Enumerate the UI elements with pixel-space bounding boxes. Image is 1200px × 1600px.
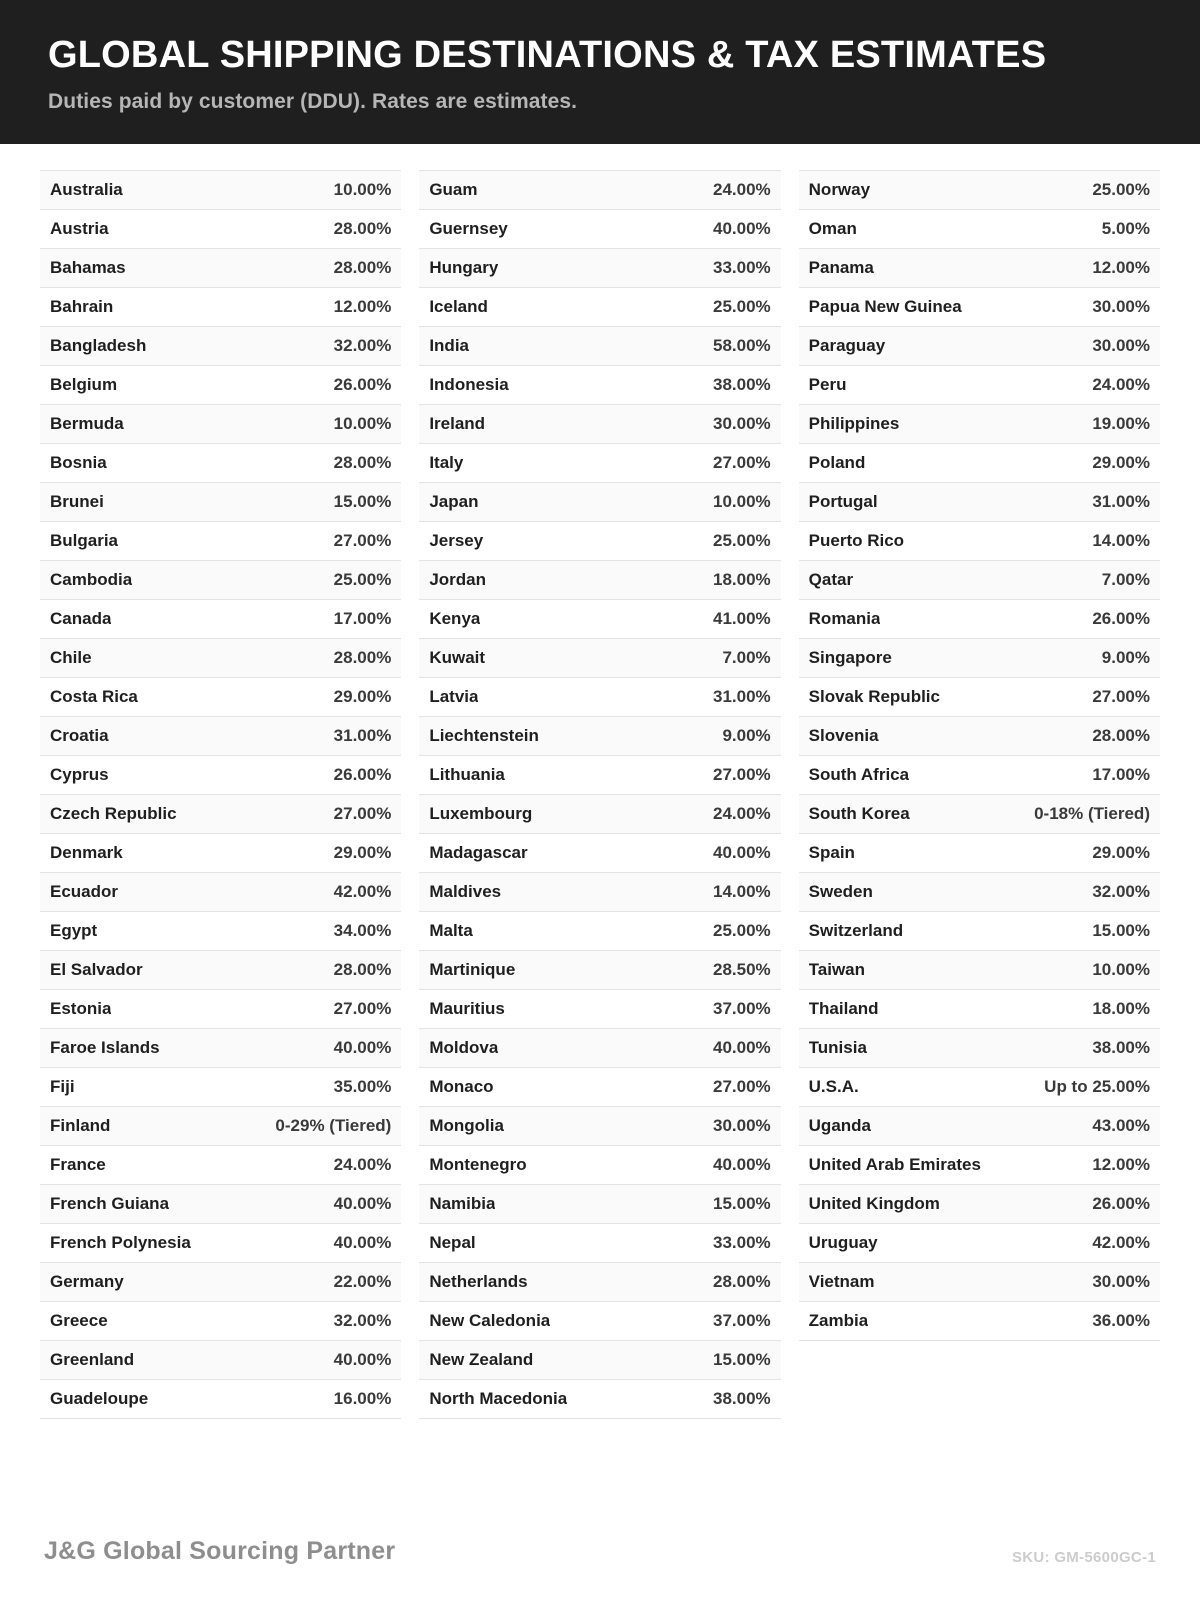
tax-rate-value: 10.00% [1092, 959, 1150, 979]
country-name: Canada [50, 608, 112, 628]
country-name: Egypt [50, 920, 98, 940]
table-row [40, 288, 401, 327]
country-name: Peru [808, 374, 847, 394]
country-name: Norway [808, 179, 871, 199]
country-name: French Guiana [50, 1193, 170, 1213]
country-name: South Africa [808, 764, 910, 784]
tax-rate-value: 30.00% [712, 1115, 771, 1135]
country-name: Guernsey [429, 218, 508, 238]
table-row [419, 1185, 780, 1224]
table-row [419, 1341, 780, 1380]
table-row [40, 1380, 401, 1419]
country-name: Guadeloupe [50, 1388, 149, 1408]
page-subtitle: Duties paid by customer (DDU). Rates are estimates. [48, 89, 578, 113]
country-name: Italy [429, 452, 464, 472]
tax-rate-value: 12.00% [1092, 1154, 1150, 1174]
table-row [419, 249, 780, 288]
tax-rate-value: 26.00% [1092, 608, 1150, 628]
table-row [40, 1107, 401, 1146]
table-row [419, 990, 780, 1029]
table-row [40, 990, 401, 1029]
tax-rate-value: 31.00% [712, 686, 771, 706]
tax-rate-value: 27.00% [712, 1076, 771, 1096]
tax-rate-value: 12.00% [333, 296, 392, 316]
tax-rate-value: 24.00% [1092, 374, 1150, 394]
country-name: Paraguay [808, 335, 886, 355]
country-name: Philippines [808, 413, 900, 433]
country-name: Finland [50, 1115, 111, 1135]
tax-rate-value: 31.00% [333, 725, 392, 745]
table-row [419, 483, 780, 522]
table-row [419, 170, 780, 210]
country-name: Madagascar [429, 842, 528, 862]
table-row [799, 522, 1160, 561]
table-row [40, 834, 401, 873]
country-name: Nepal [429, 1232, 476, 1252]
table-row [799, 1302, 1160, 1341]
country-name: Spain [808, 842, 855, 862]
tax-rate-value: 25.00% [333, 569, 392, 589]
country-name: Papua New Guinea [808, 296, 962, 316]
tax-rate-value: 32.00% [333, 335, 392, 355]
country-name: Indonesia [429, 374, 509, 394]
country-name: Puerto Rico [808, 530, 905, 550]
tax-rate-value: 18.00% [712, 569, 771, 589]
table-row [419, 210, 780, 249]
table-row [40, 1224, 401, 1263]
tax-rate-value: 43.00% [1092, 1115, 1150, 1135]
table-row [419, 1029, 780, 1068]
table-row [40, 1185, 401, 1224]
tax-rate-value: 40.00% [333, 1193, 392, 1213]
table-row [40, 1146, 401, 1185]
table-row [799, 1224, 1160, 1263]
tax-rate-value: 28.00% [333, 257, 392, 277]
table-row [799, 717, 1160, 756]
country-name: Australia [50, 179, 123, 199]
tax-rate-value: 25.00% [712, 530, 771, 550]
table-row [419, 1068, 780, 1107]
country-name: Iceland [429, 296, 488, 316]
table-row [419, 951, 780, 990]
tax-rate-value: 7.00% [722, 647, 771, 667]
rates-columns [40, 170, 1160, 1419]
tax-rate-value: 27.00% [333, 998, 392, 1018]
country-name: Hungary [429, 257, 499, 277]
table-row [40, 1263, 401, 1302]
country-name: Mongolia [429, 1115, 504, 1135]
country-name: Estonia [50, 998, 112, 1018]
table-row [799, 405, 1160, 444]
table-row [40, 678, 401, 717]
country-name: Luxembourg [429, 803, 533, 823]
table-row [40, 756, 401, 795]
tax-rate-value: 24.00% [712, 179, 771, 199]
tax-rate-value: 28.00% [333, 452, 392, 472]
country-name: Czech Republic [50, 803, 177, 823]
table-row [419, 327, 780, 366]
country-name: French Polynesia [50, 1232, 191, 1252]
country-name: Cyprus [50, 764, 109, 784]
tax-rate-value: 28.50% [712, 959, 771, 979]
tax-rate-value: 38.00% [1092, 1037, 1150, 1057]
tax-rate-value: 30.00% [712, 413, 771, 433]
country-name: Bulgaria [50, 530, 119, 550]
tax-rate-value: 14.00% [1092, 530, 1150, 550]
table-row [40, 522, 401, 561]
table-row [419, 405, 780, 444]
table-row [419, 912, 780, 951]
country-name: Romania [808, 608, 881, 628]
country-name: Kuwait [429, 647, 486, 667]
tax-rate-value: 15.00% [1092, 920, 1150, 940]
tax-rate-value: 0-29% (Tiered) [275, 1115, 392, 1135]
country-name: Taiwan [808, 959, 866, 979]
tax-rate-value: 18.00% [1092, 998, 1150, 1018]
country-name: Greenland [50, 1349, 135, 1369]
table-row [40, 405, 401, 444]
table-row [419, 1302, 780, 1341]
country-name: Denmark [50, 842, 123, 862]
country-name: Martinique [429, 959, 516, 979]
country-name: Malta [429, 920, 473, 940]
table-row [419, 756, 780, 795]
country-name: Japan [429, 491, 479, 511]
table-row [799, 444, 1160, 483]
country-name: Fiji [50, 1076, 75, 1096]
table-row [40, 951, 401, 990]
table-row [419, 1263, 780, 1302]
table-row [40, 210, 401, 249]
tax-rate-value: 40.00% [333, 1232, 392, 1252]
tax-rate-value: 38.00% [712, 374, 771, 394]
country-name: Panama [808, 257, 874, 277]
rates-column [419, 170, 780, 1419]
tax-rate-value: 42.00% [1092, 1232, 1150, 1252]
table-row [40, 795, 401, 834]
country-name: Guam [429, 179, 478, 199]
tax-rate-value: 27.00% [712, 452, 771, 472]
tax-rate-value: 40.00% [712, 842, 771, 862]
rates-column [40, 170, 401, 1419]
tax-rate-value: 7.00% [1101, 569, 1150, 589]
country-name: Ecuador [50, 881, 119, 901]
country-name: Oman [808, 218, 857, 238]
country-name: Bermuda [50, 413, 124, 433]
tax-rate-value: 15.00% [333, 491, 392, 511]
country-name: New Zealand [429, 1349, 534, 1369]
table-row [419, 1146, 780, 1185]
country-name: Austria [50, 218, 109, 238]
table-row [419, 717, 780, 756]
table-row [40, 444, 401, 483]
tax-rate-value: 33.00% [712, 257, 771, 277]
table-row [799, 1146, 1160, 1185]
country-name: Netherlands [429, 1271, 528, 1291]
tax-rate-value: 28.00% [333, 218, 392, 238]
table-row [40, 1029, 401, 1068]
country-name: Namibia [429, 1193, 496, 1213]
table-row [419, 639, 780, 678]
table-row [40, 873, 401, 912]
table-row [419, 522, 780, 561]
tax-rate-value: Up to 25.00% [1044, 1076, 1150, 1096]
tax-rate-value: 36.00% [1092, 1310, 1150, 1330]
tax-rate-value: 34.00% [333, 920, 392, 940]
rates-table-area [0, 144, 1200, 1537]
country-name: United Arab Emirates [808, 1154, 981, 1174]
tax-rate-value: 10.00% [712, 491, 771, 511]
tax-rate-value: 40.00% [333, 1037, 392, 1057]
tax-rate-value: 42.00% [333, 881, 392, 901]
tax-rate-value: 28.00% [712, 1271, 771, 1291]
country-name: Jersey [429, 530, 484, 550]
tax-rate-value: 29.00% [333, 842, 392, 862]
table-row [40, 561, 401, 600]
page-title: GLOBAL SHIPPING DESTINATIONS & TAX ESTIMATES [48, 34, 1047, 76]
table-row [40, 912, 401, 951]
table-row [40, 717, 401, 756]
tax-rate-value: 29.00% [1092, 452, 1150, 472]
table-row [799, 1185, 1160, 1224]
tax-rate-value: 26.00% [333, 374, 392, 394]
table-row [419, 1380, 780, 1419]
table-row [40, 1302, 401, 1341]
table-row [799, 327, 1160, 366]
table-row [40, 1341, 401, 1380]
tax-rate-value: 40.00% [712, 1154, 771, 1174]
table-row [799, 639, 1160, 678]
table-row [799, 1263, 1160, 1302]
table-row [799, 1107, 1160, 1146]
tax-rate-value: 37.00% [712, 998, 771, 1018]
country-name: Qatar [808, 569, 854, 589]
tax-rate-value: 22.00% [333, 1271, 392, 1291]
table-row [40, 483, 401, 522]
table-row [799, 834, 1160, 873]
table-row [40, 327, 401, 366]
tax-rate-value: 17.00% [1092, 764, 1150, 784]
tax-rate-value: 40.00% [712, 1037, 771, 1057]
tax-rate-value: 15.00% [712, 1193, 771, 1213]
page-footer [0, 1537, 1200, 1600]
tax-rate-value: 58.00% [712, 335, 771, 355]
tax-rate-value: 30.00% [1092, 335, 1150, 355]
table-row [419, 1107, 780, 1146]
country-name: Switzerland [808, 920, 904, 940]
tax-rate-value: 32.00% [1092, 881, 1150, 901]
table-row [799, 1029, 1160, 1068]
country-name: Bangladesh [50, 335, 147, 355]
tax-rate-value: 28.00% [333, 959, 392, 979]
table-row [419, 600, 780, 639]
tax-rate-value: 26.00% [1092, 1193, 1150, 1213]
country-name: Slovak Republic [808, 686, 940, 706]
table-row [799, 1068, 1160, 1107]
country-name: South Korea [808, 803, 910, 823]
country-name: Croatia [50, 725, 109, 745]
tax-rate-value: 25.00% [712, 920, 771, 940]
country-name: Zambia [808, 1310, 869, 1330]
footer-brand: J&G Global Sourcing Partner [44, 1537, 396, 1565]
country-name: Moldova [429, 1037, 499, 1057]
table-row [799, 170, 1160, 210]
tax-rate-value: 30.00% [1092, 1271, 1150, 1291]
country-name: Portugal [808, 491, 878, 511]
tax-rate-value: 19.00% [1092, 413, 1150, 433]
tax-rate-value: 27.00% [1092, 686, 1150, 706]
table-row [419, 834, 780, 873]
table-row [799, 951, 1160, 990]
country-name: Poland [808, 452, 866, 472]
tax-rate-value: 27.00% [712, 764, 771, 784]
tax-rate-value: 0-18% (Tiered) [1034, 803, 1150, 823]
table-row [799, 366, 1160, 405]
tax-rate-value: 29.00% [333, 686, 392, 706]
tax-rate-value: 31.00% [1092, 491, 1150, 511]
tax-rate-value: 40.00% [712, 218, 771, 238]
country-name: Jordan [429, 569, 487, 589]
country-name: Bahrain [50, 296, 114, 316]
table-row [419, 873, 780, 912]
country-name: Montenegro [429, 1154, 527, 1174]
table-row [799, 756, 1160, 795]
country-name: Greece [50, 1310, 108, 1330]
table-row [40, 1068, 401, 1107]
country-name: Bahamas [50, 257, 126, 277]
tax-rate-value: 14.00% [712, 881, 771, 901]
rates-column [799, 170, 1160, 1341]
table-row [419, 444, 780, 483]
country-name: Uruguay [808, 1232, 878, 1252]
tax-rate-value: 32.00% [333, 1310, 392, 1330]
table-row [419, 795, 780, 834]
country-name: Vietnam [808, 1271, 875, 1291]
tax-rate-value: 10.00% [333, 179, 392, 199]
table-row [799, 990, 1160, 1029]
table-row [799, 795, 1160, 834]
table-row [799, 288, 1160, 327]
tax-rate-value: 37.00% [712, 1310, 771, 1330]
table-row [799, 873, 1160, 912]
country-name: Liechtenstein [429, 725, 539, 745]
country-name: Latvia [429, 686, 479, 706]
tax-rate-value: 24.00% [712, 803, 771, 823]
country-name: Tunisia [808, 1037, 867, 1057]
table-row [799, 249, 1160, 288]
table-row [799, 483, 1160, 522]
country-name: Belgium [50, 374, 118, 394]
tax-rate-value: 12.00% [1092, 257, 1150, 277]
tax-rate-value: 41.00% [712, 608, 771, 628]
country-name: Singapore [808, 647, 892, 667]
country-name: U.S.A. [808, 1076, 859, 1096]
country-name: Cambodia [50, 569, 133, 589]
country-name: Slovenia [808, 725, 879, 745]
tax-rate-value: 33.00% [712, 1232, 771, 1252]
tax-rate-value: 28.00% [1092, 725, 1150, 745]
country-name: Brunei [50, 491, 104, 511]
table-row [419, 678, 780, 717]
country-name: Maldives [429, 881, 502, 901]
footer-sku: SKU: GM-5600GC-1 [1012, 1549, 1156, 1566]
country-name: India [429, 335, 469, 355]
table-row [40, 249, 401, 288]
tax-rate-value: 25.00% [1092, 179, 1150, 199]
country-name: Germany [50, 1271, 124, 1291]
country-name: Mauritius [429, 998, 505, 1018]
tax-rate-value: 30.00% [1092, 296, 1150, 316]
tax-rate-value: 40.00% [333, 1349, 392, 1369]
table-row [419, 366, 780, 405]
tax-rate-value: 24.00% [333, 1154, 392, 1174]
tax-rate-value: 15.00% [712, 1349, 771, 1369]
tax-rate-value: 10.00% [333, 413, 392, 433]
table-row [799, 561, 1160, 600]
country-name: New Caledonia [429, 1310, 551, 1330]
country-name: Kenya [429, 608, 481, 628]
tax-rate-value: 38.00% [712, 1388, 771, 1408]
table-row [40, 366, 401, 405]
country-name: Chile [50, 647, 92, 667]
country-name: Lithuania [429, 764, 505, 784]
country-name: Faroe Islands [50, 1037, 160, 1057]
table-row [40, 600, 401, 639]
country-name: Sweden [808, 881, 873, 901]
table-row [419, 561, 780, 600]
country-name: Thailand [808, 998, 879, 1018]
table-row [40, 170, 401, 210]
tax-rate-value: 5.00% [1101, 218, 1150, 238]
country-name: Monaco [429, 1076, 494, 1096]
country-name: El Salvador [50, 959, 143, 979]
tax-rate-value: 29.00% [1092, 842, 1150, 862]
tax-rate-value: 16.00% [333, 1388, 392, 1408]
tax-rate-value: 35.00% [333, 1076, 392, 1096]
table-row [419, 288, 780, 327]
country-name: North Macedonia [429, 1388, 568, 1408]
table-row [799, 210, 1160, 249]
tax-rate-value: 26.00% [333, 764, 392, 784]
table-row [419, 1224, 780, 1263]
country-name: Costa Rica [50, 686, 138, 706]
tax-rate-value: 27.00% [333, 530, 392, 550]
table-row [799, 678, 1160, 717]
table-row [799, 600, 1160, 639]
tax-rate-value: 17.00% [333, 608, 392, 628]
country-name: Uganda [808, 1115, 871, 1135]
tax-rate-value: 9.00% [1101, 647, 1150, 667]
country-name: Ireland [429, 413, 486, 433]
page-header [0, 0, 1200, 144]
country-name: France [50, 1154, 106, 1174]
tax-rate-value: 25.00% [712, 296, 771, 316]
tax-rate-value: 28.00% [333, 647, 392, 667]
country-name: Bosnia [50, 452, 107, 472]
tax-rate-value: 9.00% [722, 725, 771, 745]
tax-rate-value: 27.00% [333, 803, 392, 823]
country-name: United Kingdom [808, 1193, 940, 1213]
table-row [799, 912, 1160, 951]
table-row [40, 639, 401, 678]
